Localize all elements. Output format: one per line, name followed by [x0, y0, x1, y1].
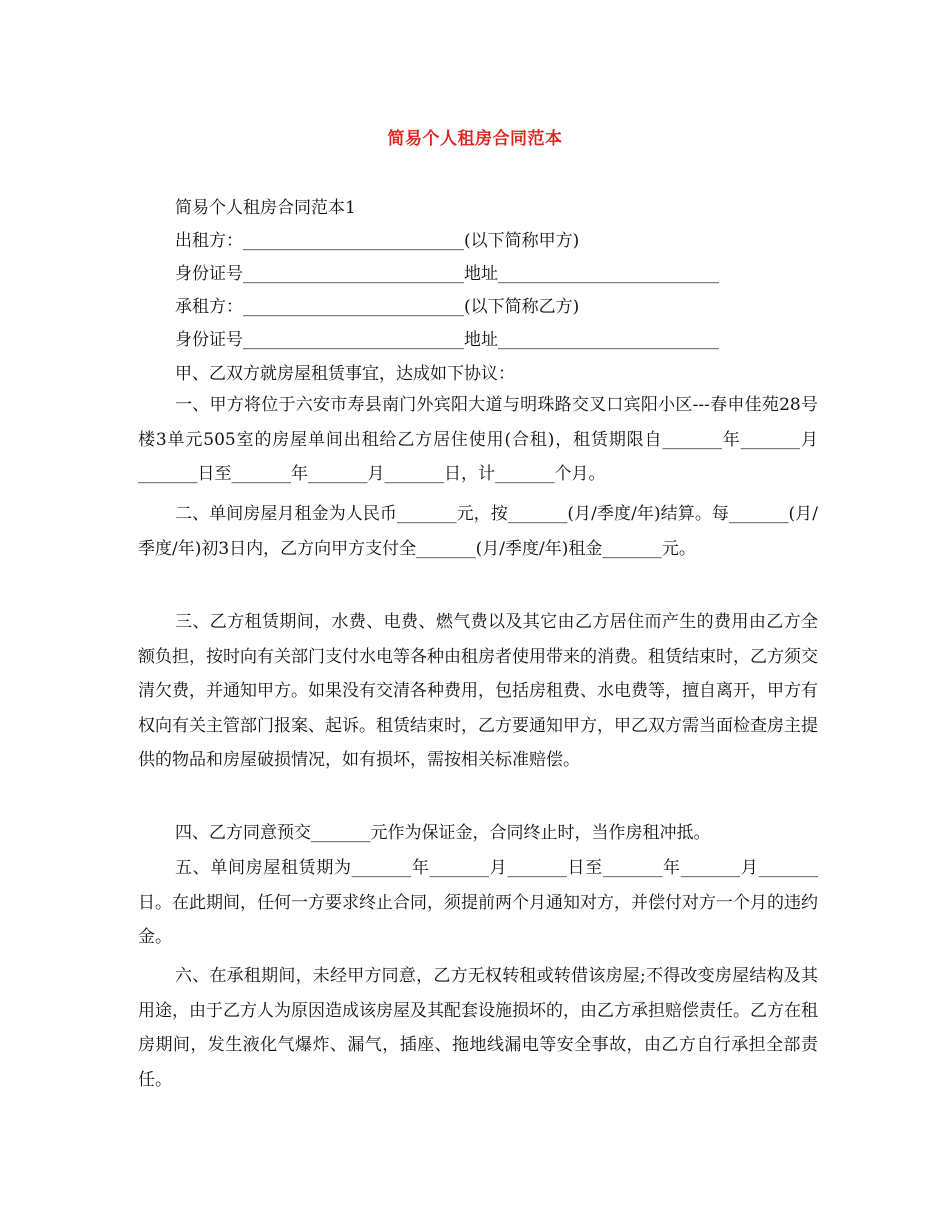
clause-2: 二、单间房屋月租金为人民币_______元，按_______(月/季度/年)结算。每_______(月/季度/年)初3日内，乙方向甲方支付全_______(月/季度/年)租金_______元。	[138, 504, 818, 559]
lessee-line: 承租方：__________________________(以下简称乙方)	[175, 297, 580, 317]
clause-1: 一、甲方将位于六安市寿县南门外宾阳大道与明珠路交叉口宾阳小区---春申佳苑28号楼3单元505室的房屋单间出租给乙方居住使用(合租)，租赁期限自_______年_______月_______日至_______年_______月_______日，计_______个月。	[138, 395, 818, 484]
document-title: 简易个人租房合同范本	[387, 129, 563, 149]
lessor-id-address-line: 身份证号__________________________地址__________________________	[175, 264, 719, 284]
clause-3: 三、乙方租赁期间，水费、电费、燃气费以及其它由乙方居住而产生的费用由乙方全额负担，按时向有关部门支付水电等各种由租房者使用带来的消费。租赁结束时，乙方须交清欠费，并通知甲方。如果没有交清各种费用，包括房租费、水电费等，擅自离开，甲方有权向有关主管部门报案、起诉。租赁结束时，乙方要通知甲方，甲乙双方需当面检查房主提供的物品和房屋破损情况，如有损坏，需按相关标准赔偿。	[138, 612, 818, 770]
contract-subtitle: 简易个人租房合同范本1	[175, 198, 356, 218]
clause-4: 四、乙方同意预交_______元作为保证金，合同终止时，当作房租冲抵。	[175, 823, 711, 843]
lessor-line: 出租方：__________________________(以下简称甲方)	[175, 231, 580, 251]
lessee-id-address-line: 身份证号__________________________地址__________________________	[175, 330, 719, 350]
clause-6: 六、在承租期间，未经甲方同意，乙方无权转租或转借该房屋;不得改变房屋结构及其用途，由于乙方人为原因造成该房屋及其配套设施损坏的，由乙方承担赔偿责任。乙方在租房期间，发生液化气爆炸、漏气，插座、拖地线漏电等安全事故，由乙方自行承担全部责任。	[138, 966, 818, 1090]
agreement-intro: 甲、乙双方就房屋租赁事宜，达成如下协议：	[175, 364, 515, 384]
clause-5: 五、单间房屋租赁期为_______年_______月_______日至_______年_______月_______日。在此期间，任何一方要求终止合同，须提前两个月通知对方，并偿付对方一个月的违约金。	[138, 858, 818, 947]
